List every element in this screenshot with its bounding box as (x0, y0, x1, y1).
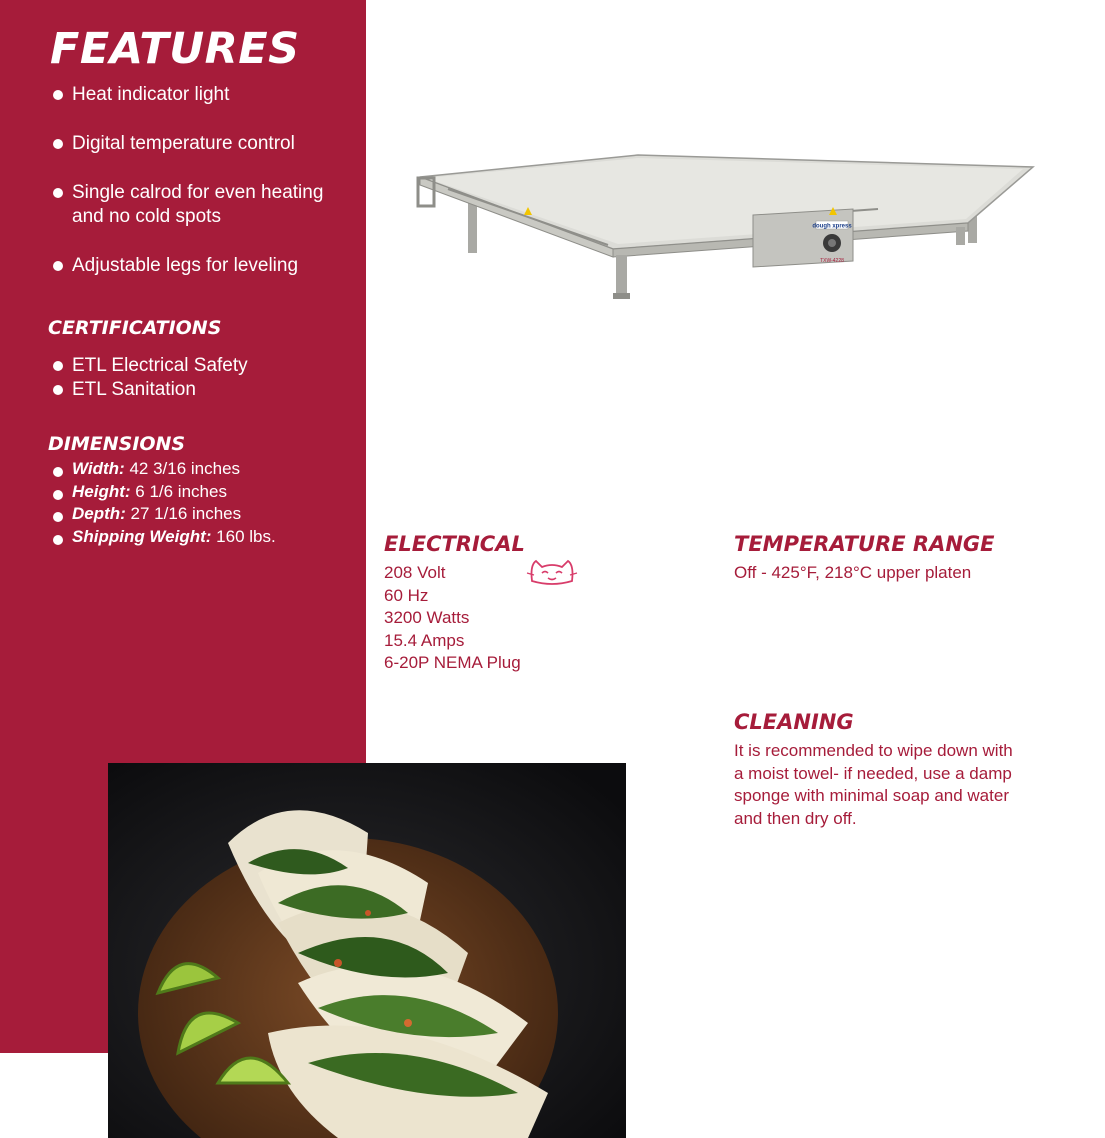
dimension-value: 42 3/16 inches (124, 459, 241, 478)
feature-item: Heat indicator light (50, 83, 360, 107)
certification-item: ETL Electrical Safety (50, 354, 248, 378)
feature-item: Single calrod for even heating and no cold spots (50, 181, 360, 229)
dimensions-title: DIMENSIONS (48, 433, 186, 455)
dimension-value: 27 1/16 inches (125, 504, 242, 523)
cat-face-icon (526, 557, 578, 585)
dimension-item (50, 458, 276, 481)
leg (956, 227, 965, 245)
dimension-label: Shipping Weight: (72, 526, 212, 546)
control-knob-center (828, 239, 836, 247)
electrical-line: 60 Hz (384, 585, 429, 605)
dimension-label: Depth: (72, 504, 126, 523)
cleaning-line: and then dry off. (734, 808, 857, 828)
cleaning-title: CLEANING (734, 710, 854, 734)
feature-item: Digital temperature control (50, 132, 360, 156)
temperature-title: TEMPERATURE RANGE (734, 532, 995, 556)
electrical-line: 3200 Watts (384, 608, 470, 627)
certification-item: ETL Sanitation (50, 378, 248, 402)
electrical-line: 6-20P NEMA Plug (384, 653, 521, 672)
certifications-list (50, 354, 248, 402)
electrical-line: 15.4 Amps (384, 630, 465, 650)
electrical-line: 208 Volt (384, 563, 446, 582)
features-title: FEATURES (50, 24, 300, 74)
dimension-value: 160 lbs. (211, 526, 276, 546)
cleaning-text (734, 740, 1013, 830)
electrical-specs (384, 562, 521, 675)
leg (616, 255, 627, 297)
temperature-text: Off - 425°F, 218°C upper platen (734, 563, 972, 582)
dimension-label: Width: (72, 459, 125, 478)
model-text: TXW-4228 (820, 258, 844, 264)
leg-foot (613, 293, 630, 299)
cleaning-line: sponge with minimal soap and water (734, 786, 1009, 805)
cleaning-line: a moist towel- if needed, use a damp (734, 763, 1012, 783)
feature-item: Adjustable legs for leveling (50, 254, 360, 278)
dimension-item (50, 481, 276, 504)
dimensions-list (50, 458, 276, 548)
product-image (408, 145, 1043, 310)
dimension-value: 6 1/6 inches (130, 481, 227, 501)
cleaning-line: It is recommended to wipe down with (734, 741, 1013, 760)
dimension-item (50, 526, 276, 549)
brand-text: dough xpress (812, 223, 852, 230)
dimension-label: Height: (72, 481, 131, 501)
certifications-title: CERTIFICATIONS (48, 317, 222, 339)
features-list (50, 83, 360, 303)
dimension-item (50, 503, 276, 526)
tacos-photo (108, 763, 626, 1138)
electrical-title: ELECTRICAL (384, 532, 525, 556)
